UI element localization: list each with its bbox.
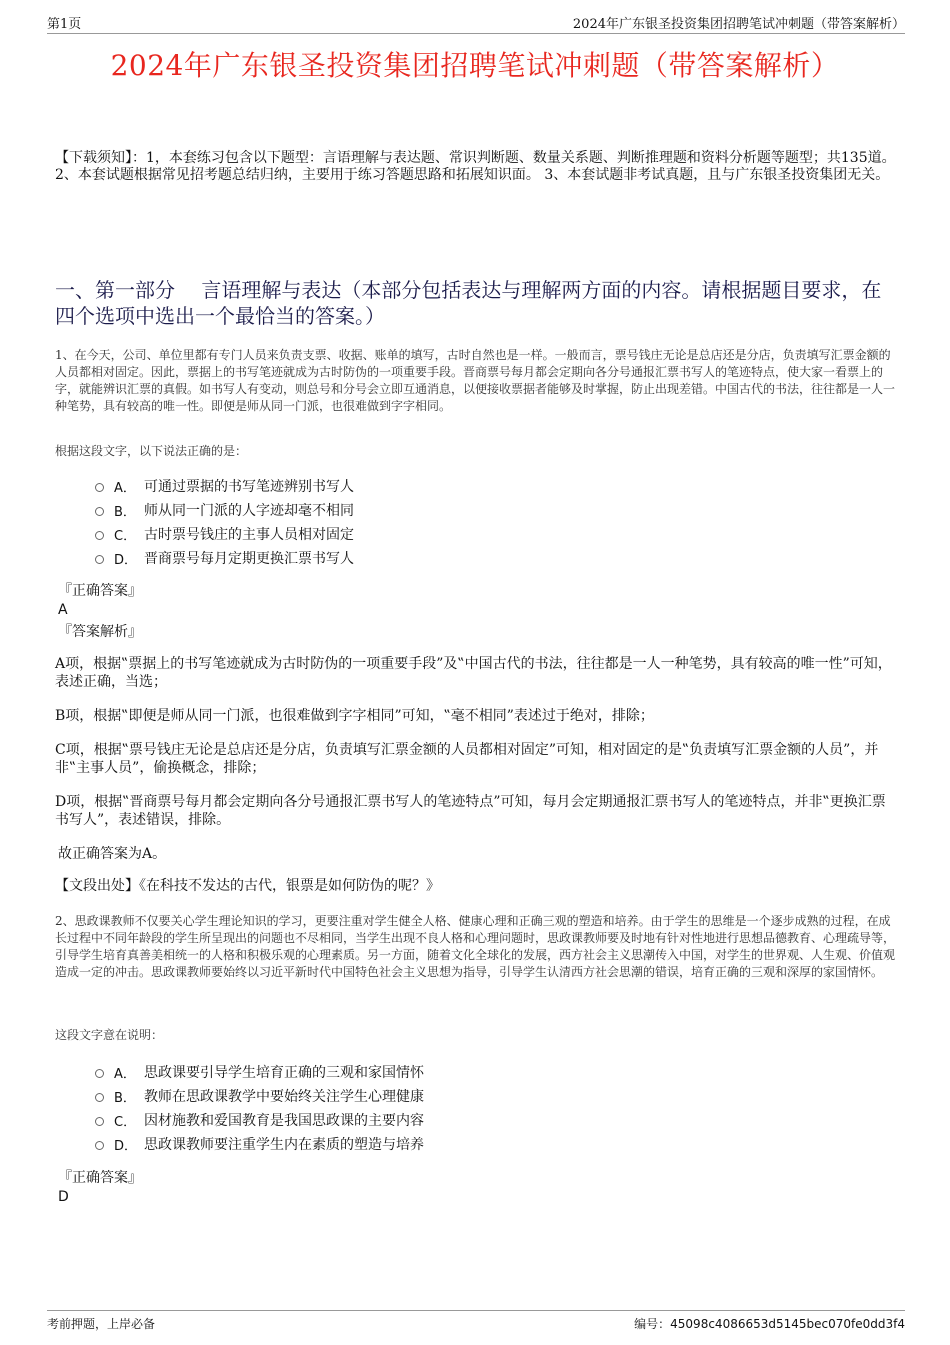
page-header bbox=[47, 13, 905, 34]
radio-icon[interactable] bbox=[95, 1093, 104, 1102]
option-c[interactable]: C． 因材施教和爱国教育是我国思政课的主要内容 bbox=[95, 1108, 424, 1132]
page-title: 2024年广东银圣投资集团招聘笔试冲刺题（带答案解析） bbox=[110, 49, 840, 82]
footer-slogan: 考前押题，上岸必备 bbox=[47, 1317, 156, 1331]
answer-value: D bbox=[58, 1189, 69, 1205]
option-d[interactable]: D． 思政课教师要注重学生内在素质的塑造与培养 bbox=[95, 1132, 424, 1156]
option-a[interactable]: A． 思政课要引导学生培育正确的三观和家国情怀 bbox=[95, 1060, 424, 1084]
download-notice: 【下载须知】：1，本套练习包含以下题型：言语理解与表达题、常识判断题、数量关系题、判断推理题和资料分析题等题型；共135道。 2、本套试题根据常见招考题总结归纳，主要用于练习答题思路和拓展知识面。 3、本套试题非考试真题，且与广东银圣投资集团无关。 bbox=[55, 150, 896, 183]
option-b[interactable]: B． 师从同一门派的人字迹却毫不相同 bbox=[95, 498, 354, 522]
question-1-text: 1、在今天，公司、单位里都有专门人员来负责支票、收据、账单的填写，古时自然也是一样。一般而言，票号钱庄无论是总店还是分店，负责填写汇票金额的人员都相对固定。因此，票据上的书写笔迹就成为古时防伪的一项重要手段。晋商票号每月都会定期向各分号通报汇票书写人的笔迹特点，使大家一看票上的字，就能辨识汇票的真假。如书写人有变动，则总号和分号会立即互通消息，以便接收票据者能够及时掌握，防止出现差错。中国古代的书法，往往都是一人一种笔势，具有较高的唯一性。即便是师从同一门派，也很难做到字字相同。 bbox=[55, 348, 896, 413]
answer-label: 『正确答案』 bbox=[58, 1170, 142, 1186]
analysis-a: A项，根据‟票据上的书写笔迹就成为古时防伪的一项重要手段”及‟中国古代的书法，往往都是一人一种笔势，具有较高的唯一性”可知，表述正确，当选； bbox=[55, 656, 892, 690]
analysis-b: B项，根据‟即便是师从同一门派，也很难做到字字相同”可知，‟毫不相同”表述过于绝对，排除； bbox=[55, 708, 654, 724]
radio-icon[interactable] bbox=[95, 507, 104, 516]
radio-icon[interactable] bbox=[95, 1117, 104, 1126]
option-c[interactable]: C． 古时票号钱庄的主事人员相对固定 bbox=[95, 522, 354, 546]
analysis-d: D项，根据‟晋商票号每月都会定期向各分号通报汇票书写人的笔迹特点”可知，每月会定期通报汇票书写人的笔迹特点，并非‟更换汇票书写人”，表述错误，排除。 bbox=[55, 794, 886, 828]
answer-label: 『正确答案』 bbox=[58, 583, 142, 599]
radio-icon[interactable] bbox=[95, 1069, 104, 1078]
radio-icon[interactable] bbox=[95, 483, 104, 492]
question-2-text: 2、思政课教师不仅要关心学生理论知识的学习，更要注重对学生健全人格、健康心理和正确三观的塑造和培养。由于学生的思维是一个逐步成熟的过程，在成长过程中不同年龄段的学生所呈现出的问题也不尽相同，当学生出现不良人格和心理问题时，思政课教师要及时地有针对性地进行思想品德教育、心理疏导等，引导学生培育真善美相统一的人格和积极乐观的心理素质。另一方面，随着文化全球化的发展，西方社会主义思潮传入中国，对学生的世界观、人生观、价值观造成一定的冲击。思政课教师要始终以习近平新时代中国特色社会主义思想为指导，引导学生认清西方社会思潮的错误，培育正确的三观和深厚的家国情怀。 bbox=[55, 914, 896, 979]
radio-icon[interactable] bbox=[95, 1141, 104, 1150]
analysis-c: C项，根据‟票号钱庄无论是总店还是分店，负责填写汇票金额的人员都相对固定”可知，相对固定的是‟负责填写汇票金额的人员”，并非‟主事人员”，偷换概念，排除； bbox=[55, 742, 879, 776]
analysis-label: 『答案解析』 bbox=[58, 624, 142, 640]
question-1-options bbox=[95, 474, 354, 570]
option-a[interactable]: A． 可通过票据的书写笔迹辨别书写人 bbox=[95, 474, 354, 498]
page-footer bbox=[47, 1310, 905, 1337]
option-d[interactable]: D． 晋商票号每月定期更换汇票书写人 bbox=[95, 546, 354, 570]
radio-icon[interactable] bbox=[95, 531, 104, 540]
header-doc-title: 2024年广东银圣投资集团招聘笔试冲刺题（带答案解析） bbox=[572, 17, 905, 32]
section-heading: 一、第一部分 言语理解与表达（本部分包括表达与理解两方面的内容。请根据题目要求，在四个选项中选出一个最恰当的答案。） bbox=[55, 278, 882, 328]
analysis-source: 【文段出处】《在科技不发达的古代，银票是如何防伪的呢？》 bbox=[55, 878, 440, 894]
question-2-ask: 这段文字意在说明： bbox=[55, 1028, 164, 1042]
answer-value: A bbox=[58, 602, 68, 618]
analysis-conclusion: 故正确答案为A。 bbox=[58, 846, 167, 862]
page-number: 第1页 bbox=[47, 17, 82, 32]
footer-code: 编号：45098c4086653d5145bec070fe0dd3f4 bbox=[634, 1317, 905, 1331]
question-1-ask: 根据这段文字，以下说法正确的是： bbox=[55, 444, 248, 458]
option-b[interactable]: B． 教师在思政课教学中要始终关注学生心理健康 bbox=[95, 1084, 424, 1108]
radio-icon[interactable] bbox=[95, 555, 104, 564]
question-2-options bbox=[95, 1060, 424, 1156]
